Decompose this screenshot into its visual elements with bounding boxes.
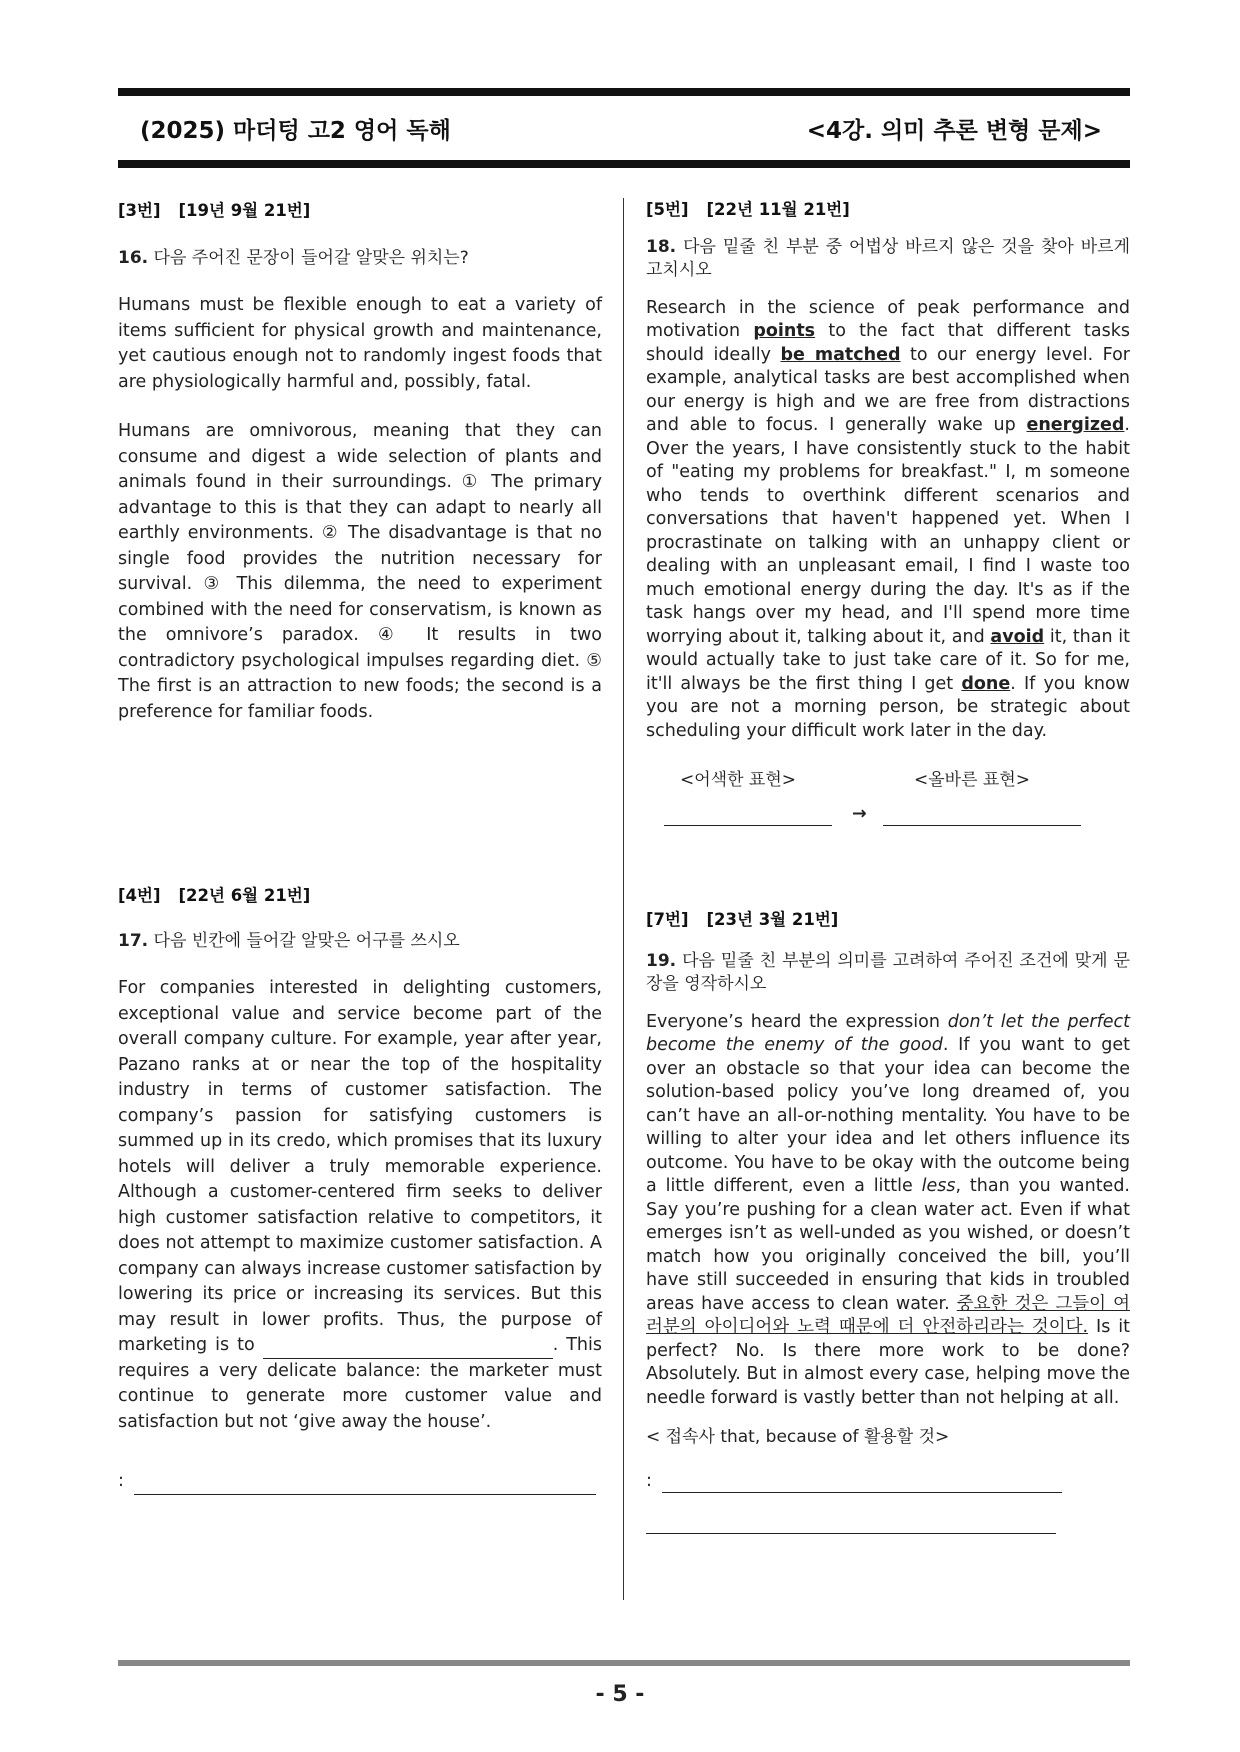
- question-number: 19.: [646, 950, 677, 971]
- passage-text: . This requires a very delicate balance: the marketer must continue to generate more customer value and satisfaction but not ‘give away the house’.: [118, 1335, 602, 1432]
- answer-prefix: :: [118, 1471, 124, 1491]
- answer-input[interactable]: [134, 1472, 596, 1495]
- label-wrong: <어색한 표현>: [680, 770, 797, 790]
- section-number: [4번]: [118, 886, 161, 905]
- passage-19: [646, 1011, 1130, 1411]
- question-19: [646, 950, 1130, 997]
- fill-in-blank[interactable]: [263, 1338, 553, 1359]
- correction-row: [646, 803, 1130, 827]
- section-tag: [118, 198, 602, 224]
- answer-input-2[interactable]: [646, 1511, 1056, 1534]
- section-source: [19년 9월 21번]: [178, 201, 311, 220]
- correction-labels: [646, 769, 1130, 793]
- footer-rule: [118, 1660, 1130, 1666]
- answer-input[interactable]: [662, 1470, 1062, 1493]
- section-source: [22년 6월 21번]: [178, 886, 311, 905]
- passage-text: to the fact that different tasks should ideally: [646, 321, 1130, 365]
- passage-18: [646, 297, 1130, 744]
- underlined-done: done: [961, 673, 1011, 694]
- question-number: 17.: [118, 930, 149, 951]
- column-divider: [623, 198, 624, 1600]
- passage-17: [118, 976, 602, 1435]
- header-top-rule: [118, 88, 1130, 96]
- answer-line-17: [118, 1469, 602, 1495]
- section-number: [5번]: [646, 200, 689, 219]
- chapter-title: <4강. 의미 추론 변형 문제>: [806, 118, 1102, 144]
- passage-text: For companies interested in delighting customers, exceptional value and service become part of the overall company culture. For example, year after year, Pazano ranks at or near the top of the hospitality industry in terms of customer satisfaction. The company’s passion for satisfying customers is summed up in its credo, which promises that its luxury hotels will deliver a truly memorable experience. Although a customer-centered firm seeks to deliver high customer satisfaction relative to competitors, it does not attempt to maximize customer satisfaction. A company can always increase customer satisfaction by lowering its price or increasing its services. But this may result in lower profits. Thus, the purpose of marketing is to: [118, 978, 602, 1355]
- given-sentence: Humans must be flexible enough to eat a variety of items sufficient for physical growth and maintenance, yet cautious enough not to randomly ingest foods that are physiologically harmful and, possibly, fatal.: [118, 295, 602, 392]
- passage-text: . If you know you are not a morning person, be strategic about scheduling your difficult work later in the day.: [646, 673, 1130, 741]
- section-3: [118, 198, 602, 725]
- passage-text: Is it perfect? No. Is there more work to be done? Absolutely. But in almost every case, helping move the needle forward is vastly better than not helping at all.: [646, 1317, 1130, 1408]
- underlined-points: points: [753, 321, 816, 341]
- section-source: [22년 11월 21번]: [706, 200, 850, 219]
- passage-text: Research in the science of peak performance and motivation: [646, 297, 1130, 341]
- section-tag: [646, 908, 1130, 932]
- section-number: [7번]: [646, 910, 689, 929]
- question-text: 다음 밑줄 친 부분의 의미를 고려하여 주어진 조건에 맞게 문장을 영작하시오: [646, 950, 1131, 994]
- answer-prefix: :: [646, 1470, 652, 1491]
- section-5: [646, 198, 1130, 826]
- passage-text: Everyone’s heard the expression: [646, 1011, 948, 1032]
- section-tag: [646, 198, 1130, 222]
- underlined-be-matched: be matched: [780, 344, 901, 365]
- italic-less: less: [921, 1176, 956, 1196]
- wrong-expression-input[interactable]: [664, 805, 832, 826]
- section-source: [23년 3월 21번]: [706, 910, 839, 929]
- right-expression-input[interactable]: [883, 805, 1081, 826]
- page-number: - 5 -: [595, 1682, 645, 1707]
- passage-text: to our energy level. For example, analytical tasks are best accomplished when our energy is high and we are free from distractions and able to focus. I generally wake up: [646, 344, 1130, 435]
- question-18: [646, 236, 1130, 283]
- arrow-icon: →: [852, 803, 867, 824]
- question-number: 18.: [646, 236, 677, 257]
- underlined-korean-sentence: 중요한 것은 그들이 여러분의 아이디어와 노력 때문에 더 안전하리라는 것이다.: [646, 1293, 1130, 1337]
- underlined-avoid: avoid: [990, 626, 1045, 647]
- section-tag: [118, 883, 602, 909]
- answer-line-19b: [646, 1511, 1130, 1534]
- question-text: 다음 빈칸에 들어갈 알맞은 어구를 쓰시오: [153, 930, 460, 951]
- passage-text: . If you want to get over an obstacle so that your idea can become the solution-based policy you’ve long dreamed of, you can’t have an all-or-nothing mentality. You have to be willing to alter your idea and let others influence its outcome. You have to be okay with the outcome being a little different, even a little: [646, 1035, 1130, 1196]
- question-17: [118, 929, 602, 955]
- passage-text: it, than it would actually take to just take care of it. So for me, it'll always be the first thing I get: [646, 626, 1130, 694]
- book-title: (2025) 마더텅 고2 영어 독해: [140, 118, 451, 144]
- label-right: <올바른 표현>: [914, 770, 1031, 790]
- section-4: [118, 883, 602, 1495]
- condition: < 접속사 that, because of 활용할 것>: [646, 1427, 950, 1447]
- answer-line-19: [646, 1470, 1130, 1494]
- question-text: 다음 밑줄 친 부분 중 어법상 바르지 않은 것을 찾아 바르게 고치시오: [646, 236, 1131, 280]
- section-7: [646, 908, 1130, 1534]
- section-number: [3번]: [118, 201, 161, 220]
- passage-text: . Over the years, I have consistently stuck to the habit of "eating my problems for breakfast." I, m someone who tends to overthink different scenarios and conversations that haven't happened yet. When I procrastinate on talking with an unhappy client or dealing with an unpleasant email, I find I waste too much emotional energy during the day. It's as if the task hangs over my head, and I'll spend more time worrying about it, talking about it, and: [646, 415, 1130, 647]
- passage-16: Humans are omnivorous, meaning that they can consume and digest a wide selection of plants and animals found in their surroundings. ① The primary advantage to this is that they can adapt to nearly all earthly environments. ② The disadvantage is that no single food provides the nutrition necessary for survival. ③ This dilemma, the need to experiment combined with the need for conservatism, is known as the omnivore’s paradox. ④ It results in two contradictory psychological impulses regarding diet. ⑤ The first is an attraction to new foods; the second is a preference for familiar foods.: [118, 421, 602, 722]
- italic-expression: don’t let the perfect become the enemy of the good: [646, 1011, 1130, 1055]
- header-bottom-rule: [118, 160, 1130, 168]
- question-number: 16.: [118, 247, 149, 268]
- question-text: 다음 주어진 문장이 들어갈 알맞은 위치는?: [153, 247, 469, 268]
- underlined-energized: energized: [1026, 415, 1125, 435]
- passage-text: , than you wanted. Say you’re pushing for a clean water act. Even if what emerges isn’t as well-unded as you wished, or doesn’t match how you originally conceived the bill, you’ll have still succeeded in ensuring that kids in troubled areas have access to clean water.: [646, 1176, 1130, 1314]
- question-16: [118, 246, 602, 272]
